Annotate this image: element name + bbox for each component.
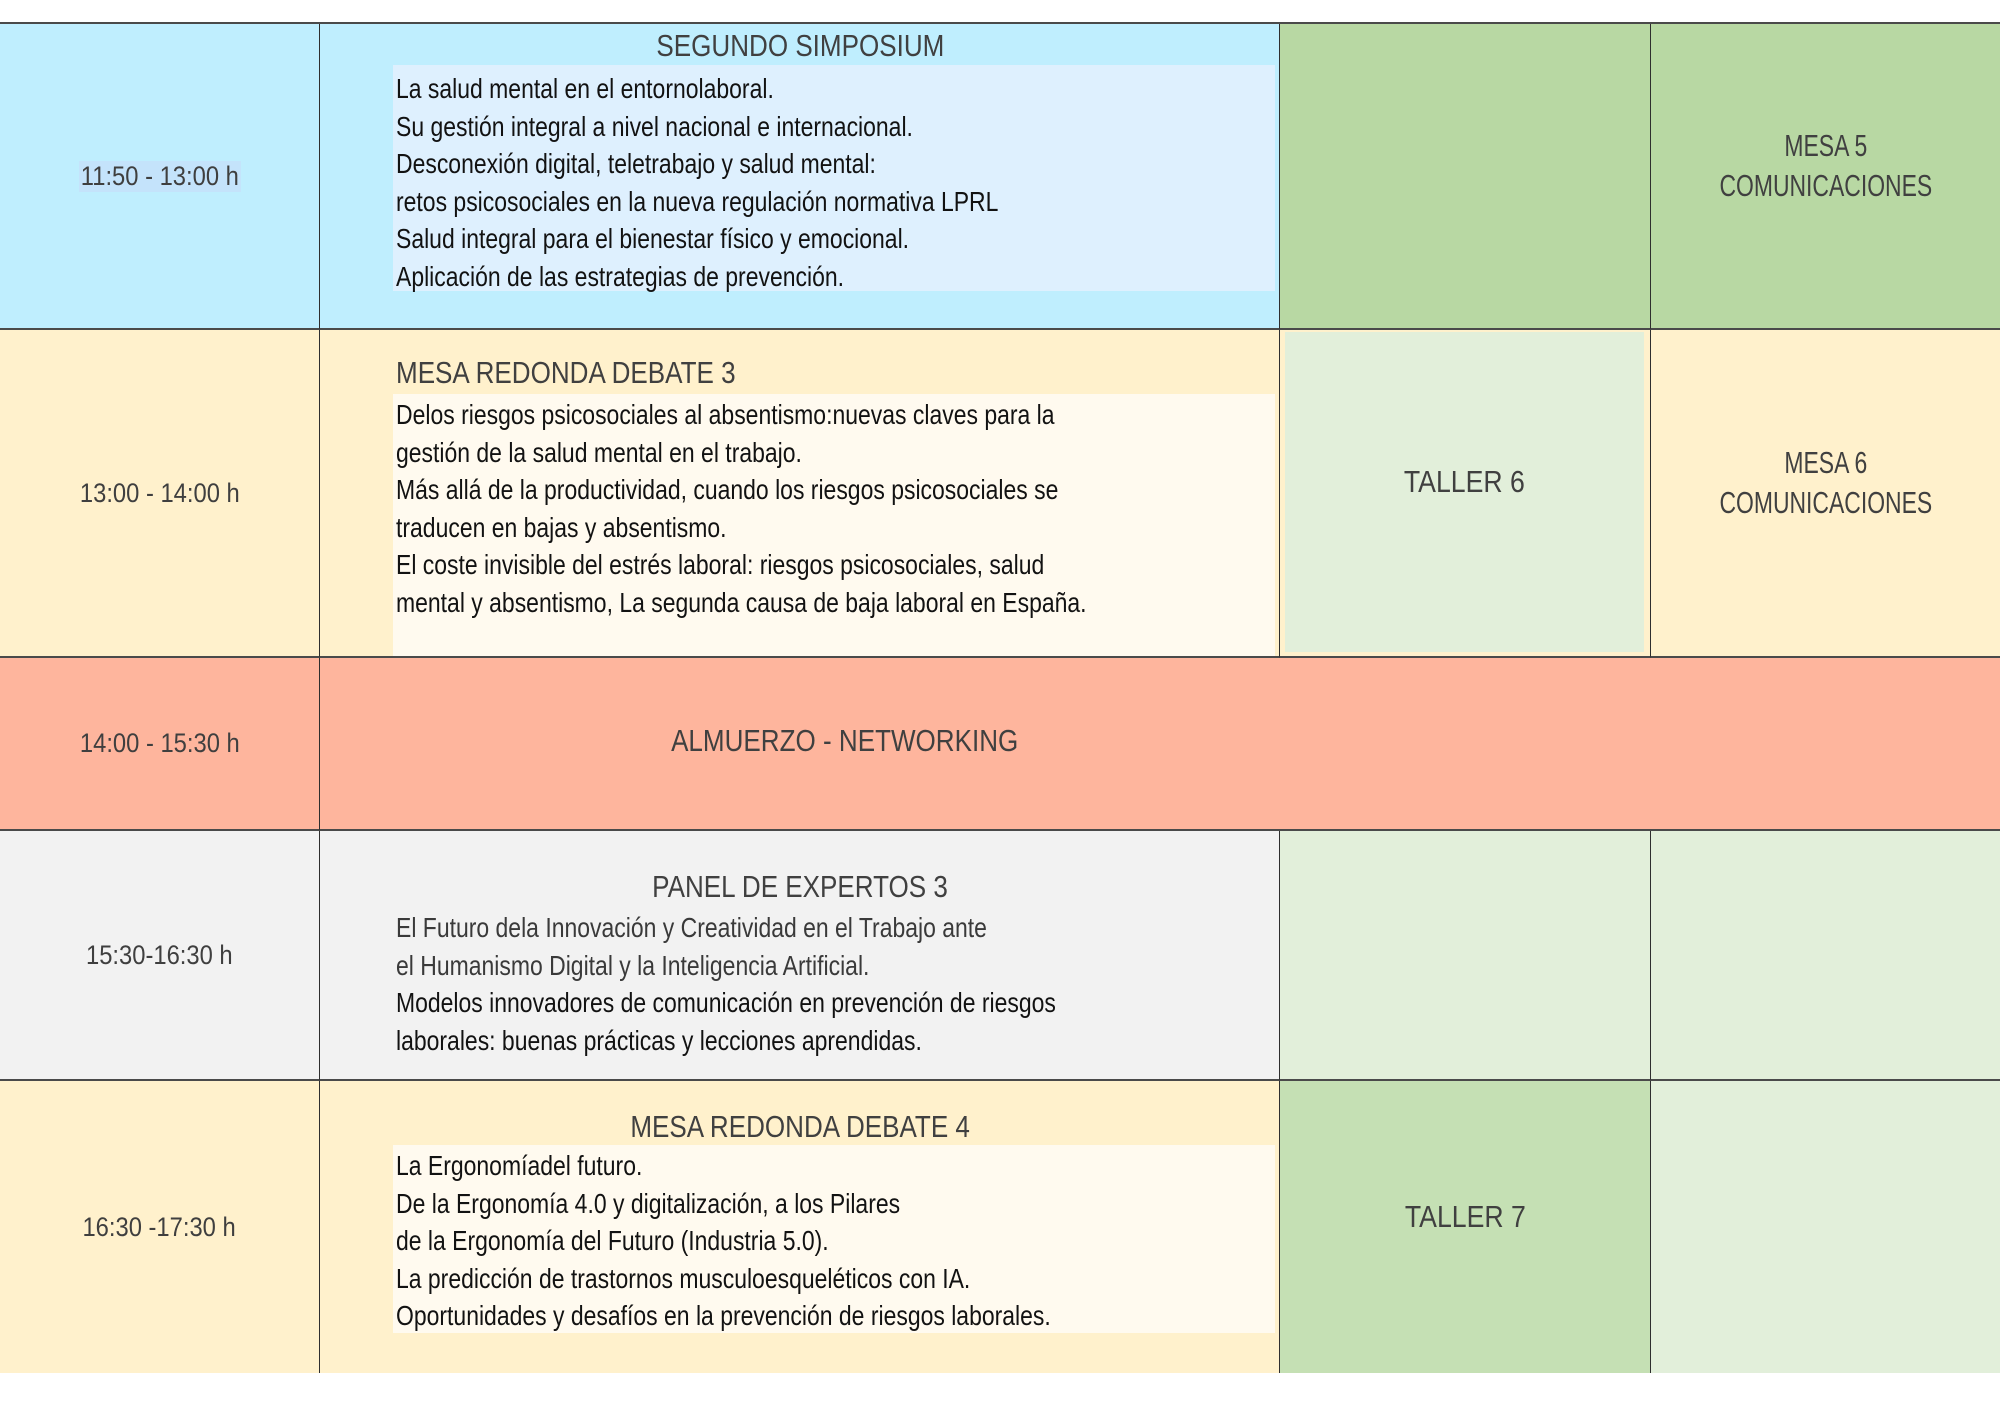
time-cell-row-1 [0,24,320,330]
mesa-cell-empty [1651,1081,2000,1373]
mesa-label: MESA 6 [1784,445,1867,480]
description-line: Delos riesgos psicosociales al absentismo:nuevas claves para la [396,399,1055,430]
description-line: Más allá de la productividad, cuando los riesgos psicosociales se [396,474,1059,506]
description-line: traducen en bajas y absentismo. [396,511,727,543]
session-description [396,1147,1195,1335]
description-line: La Ergonomíadel futuro. [396,1150,643,1181]
description-line: La predicción de trastornos musculoesqueléticos con IA. [396,1262,971,1294]
session-cell-panel-expertos-3 [320,831,1280,1081]
time-cell-row-3 [0,658,320,831]
time-cell-row-2 [0,330,320,658]
taller-6-cell [1280,330,1651,658]
mesa-5-cell [1651,24,2000,330]
session-description [396,909,1201,1059]
description-line: laborales: buenas prácticas y lecciones aprendidas. [396,1024,922,1056]
session-cell-mesa-redonda-3 [320,330,1280,658]
lunch-title: ALMUERZO - NETWORKING [671,723,1019,758]
session-title: PANEL DE EXPERTOS 3 [652,869,948,904]
workshop-cell-empty [1280,831,1651,1081]
description-line: Desconexión digital, teletrabajo y salud mental: [396,148,876,180]
session-title: MESA REDONDA DEBATE 4 [630,1109,970,1144]
description-line: gestión de la salud mental en el trabajo. [396,436,802,468]
time-cell-row-4 [0,831,320,1081]
mesa-label: MESA 5 [1784,128,1867,163]
description-line: Salud integral para el bienestar físico y emocional. [396,223,910,255]
time-cell-row-5 [0,1081,320,1373]
time-label: 15:30-16:30 h [86,939,233,970]
schedule-table [0,22,2000,1371]
mesa-6-cell [1651,330,2000,658]
description-line: La salud mental en el entornolaboral. [396,73,774,104]
description-line: Aplicación de las estrategias de prevención. [396,260,844,292]
description-line: de la Ergonomía del Futuro (Industria 5.0). [396,1225,829,1257]
time-label: 13:00 - 14:00 h [79,477,240,508]
time-label: 16:30 -17:30 h [82,1211,237,1242]
description-line: El coste invisible del estrés laboral: riesgos psicosociales, salud [396,549,1045,581]
description-line: Modelos innovadores de comunicación en prevención de riesgos [396,987,1056,1019]
lunch-cell [320,658,2000,831]
description-line: De la Ergonomía 4.0 y digitalización, a los Pilares [396,1187,901,1219]
mesa-cell-empty [1651,831,2000,1081]
description-line: El Futuro dela Innovación y Creatividad en el Trabajo ante [396,912,987,943]
taller-label: TALLER 7 [1404,1199,1526,1234]
workshop-cell-empty [1280,24,1651,330]
taller-7-cell [1280,1081,1651,1373]
session-description [396,396,1238,622]
description-line: Su gestión integral a nivel nacional e internacional. [396,110,913,142]
mesa-sublabel: COMUNICACIONES [1719,485,1932,520]
session-title: MESA REDONDA DEBATE 3 [396,355,736,390]
description-line: el Humanismo Digital y la Inteligencia Artificial. [396,949,870,981]
session-cell-mesa-redonda-4 [320,1081,1280,1373]
time-label: 14:00 - 15:30 h [79,728,240,758]
session-title: SEGUNDO SIMPOSIUM [656,28,944,63]
description-line: retos psicosociales en la nueva regulación normativa LPRL [396,185,999,217]
session-cell-segundo-simposium [320,24,1280,330]
description-line: Oportunidades y desafíos en la prevención de riesgos laborales. [396,1300,1051,1332]
session-description [396,70,1131,296]
description-line: mental y absentismo, La segunda causa de baja laboral en España. [396,586,1087,618]
taller-label: TALLER 6 [1403,464,1526,499]
mesa-sublabel: COMUNICACIONES [1719,168,1932,203]
time-label: 11:50 - 13:00 h [80,160,239,191]
